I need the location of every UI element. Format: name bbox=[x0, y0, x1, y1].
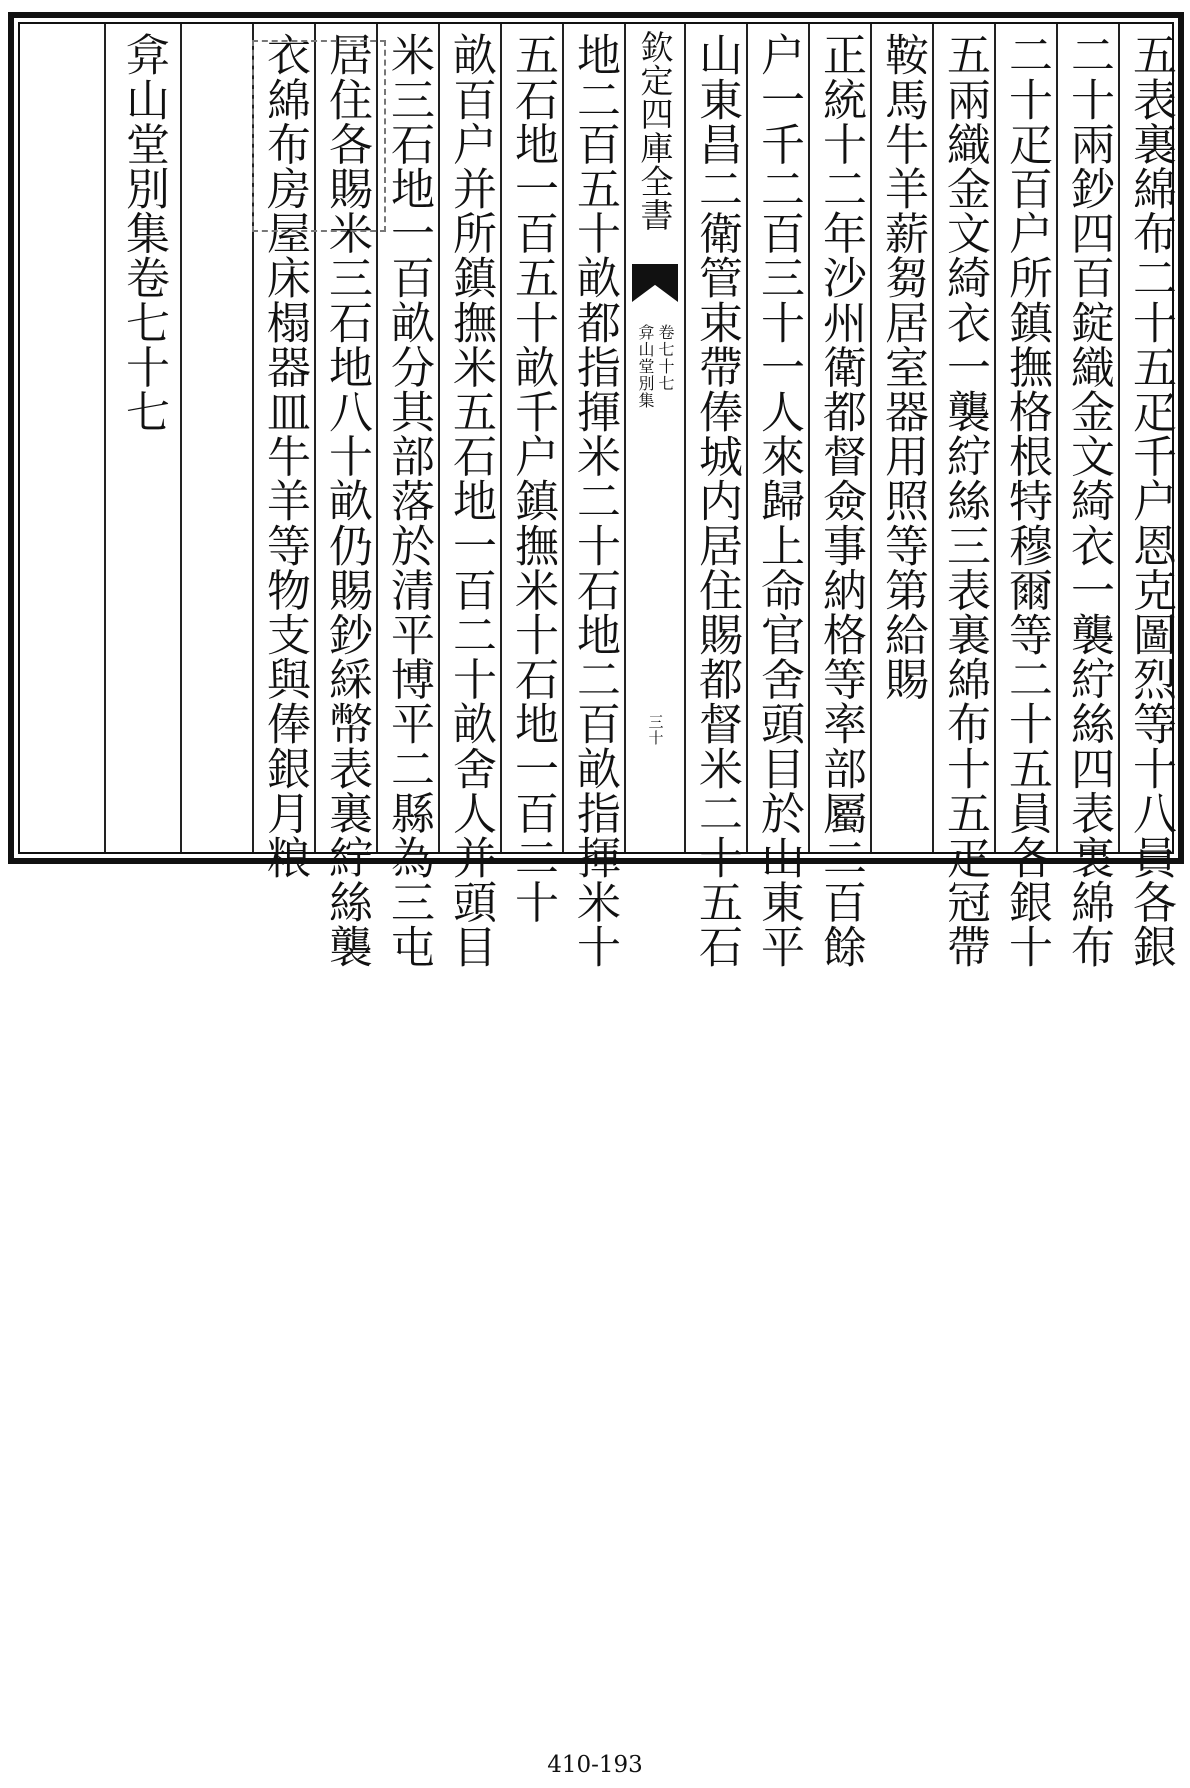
footer-page-number: 410-193 bbox=[547, 1752, 643, 1778]
banner-title: 欽定四庫全書 bbox=[635, 30, 675, 232]
column-text: 鞍馬牛羊薪芻居室器用照等第給賜 bbox=[877, 32, 928, 701]
column-text: 衣綿布房屋床榻器皿牛羊等物支與俸銀月粮 bbox=[259, 32, 310, 880]
center-banner bbox=[624, 24, 684, 852]
page-footer bbox=[0, 1752, 1190, 1778]
text-column-15 bbox=[180, 24, 252, 852]
text-column-5 bbox=[870, 24, 932, 852]
column-text: 居住各賜米三石地八十畝仍賜鈔綵幣表裏紵絲襲 bbox=[321, 32, 372, 969]
text-column-4 bbox=[932, 24, 994, 969]
column-text: 五表裏綿布二十五疋千户恩克圖烈等十八員各銀 bbox=[1125, 32, 1176, 969]
page-frame bbox=[8, 12, 1184, 969]
left-margin bbox=[20, 24, 104, 852]
column-text: 户一千二百三十一人來歸上命官舍頭目於山東平 bbox=[753, 32, 804, 969]
text-column-1 bbox=[1118, 24, 1180, 969]
fish-tail-mark bbox=[632, 264, 678, 302]
column-text: 地二百五十畝都指揮米二十石地二百畝指揮米十 bbox=[569, 32, 620, 969]
text-column-9 bbox=[562, 24, 624, 969]
banner-running-title: 弇山堂別集 bbox=[636, 324, 655, 409]
text-column-8 bbox=[684, 24, 746, 969]
text-column-2 bbox=[1056, 24, 1118, 969]
text-block bbox=[18, 22, 1176, 969]
banner-running-volume: 卷七十七 bbox=[656, 324, 675, 392]
text-column-7 bbox=[746, 24, 808, 969]
text-column-11 bbox=[438, 24, 500, 969]
column-text: 畝百户并所鎮撫米五石地一百二十畝舍人并頭目 bbox=[445, 32, 496, 969]
column-text: 二十疋百户所鎮撫格根特穆爾等二十五員各銀十 bbox=[1001, 32, 1052, 969]
column-text: 山東昌二衛管束帶俸城内居住賜都督米二十五石 bbox=[691, 32, 742, 969]
column-text: 五兩織金文綺衣一襲紵絲三表裏綿布十五疋冠帶 bbox=[939, 32, 990, 969]
column-text: 正統十二年沙州衛都督僉事納格等率部屬二百餘 bbox=[815, 32, 866, 969]
banner-page-marker: 三十 bbox=[646, 714, 665, 746]
text-column-3 bbox=[994, 24, 1056, 969]
collector-seal bbox=[252, 40, 386, 232]
text-column-6 bbox=[808, 24, 870, 969]
column-text: 五石地一百五十畝千户鎮撫米十石地一百二十 bbox=[507, 32, 558, 924]
text-column-16 bbox=[104, 24, 180, 852]
column-text: 弇山堂別集卷七十七 bbox=[118, 32, 169, 434]
column-text: 米三石地一百畝分其部落於清平博平二縣為三屯 bbox=[383, 32, 434, 969]
column-text: 二十兩鈔四百錠織金文綺衣一襲紵絲四表裏綿布 bbox=[1063, 32, 1114, 969]
text-column-10 bbox=[500, 24, 562, 924]
